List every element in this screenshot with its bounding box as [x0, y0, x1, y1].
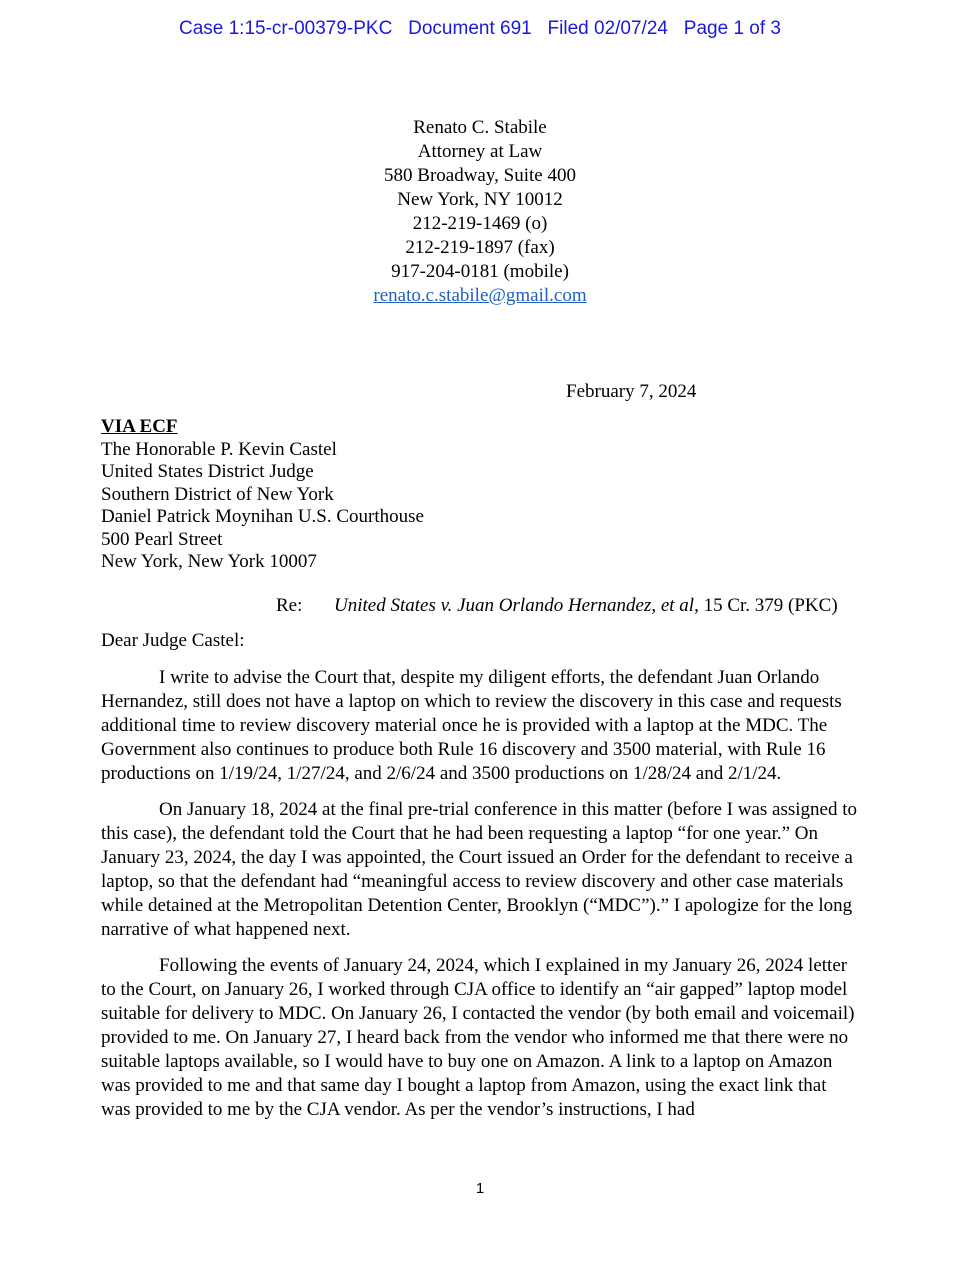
mobile-phone: 917-204-0181 (mobile): [391, 261, 569, 282]
letterhead: [0, 116, 960, 308]
salutation: Dear Judge Castel:: [101, 630, 245, 651]
fax-number: 212-219-1897 (fax): [405, 237, 555, 258]
re-line: [276, 595, 838, 617]
attorney-name: Renato C. Stabile: [413, 117, 547, 138]
re-label: Re:: [276, 595, 303, 616]
addressee-line-1: The Honorable P. Kevin Castel: [101, 438, 337, 460]
email-link[interactable]: renato.c.stabile@gmail.com: [373, 285, 587, 306]
address-line-2: New York, NY 10012: [397, 189, 563, 210]
address-line-1: 580 Broadway, Suite 400: [384, 165, 576, 186]
addressee-line-6: New York, New York 10007: [101, 551, 317, 572]
paragraph-3: Following the events of January 24, 2024, which I explained in my January 26, 2024 letter to the Court, on January 26, I worked through CJA office to identify an “air gapped” laptop model suitable for delivery to MDC. On January 26, I contacted the vendor (by both email and voicemail) provided to me. On January 27, I heard back from the vendor who informed me that there were no suitable laptops available, so I would have to buy one on Amazon. A link to a laptop on Amazon was provided to me and that same day I bought a laptop from Amazon, using the exact link that was provided to me by the CJA vendor. As per the vendor’s instructions, I had: [101, 955, 855, 1120]
addressee-line-2: United States District Judge: [101, 461, 314, 482]
delivery-method: VIA ECF: [101, 416, 178, 437]
letter-date: February 7, 2024: [566, 381, 697, 402]
addressee-block: [101, 416, 424, 574]
addressee-line-5: 500 Pearl Street: [101, 528, 223, 550]
addressee-line-4: Daniel Patrick Moynihan U.S. Courthouse: [101, 506, 424, 527]
case-name: United States v. Juan Orlando Hernandez, et al: [334, 595, 695, 616]
office-phone: 212-219-1469 (o): [412, 213, 548, 234]
ecf-filing-header: Case 1:15-cr-00379-PKC Document 691 Filed 02/07/24 Page 1 of 3: [178, 18, 782, 39]
page-number: 1: [475, 1180, 485, 1197]
attorney-title: Attorney at Law: [417, 141, 543, 162]
addressee-line-3: Southern District of New York: [101, 483, 334, 505]
paragraph-1: I write to advise the Court that, despite my diligent efforts, the defendant Juan Orlando Hernandez, still does not have a laptop on which to review the discovery in this case and requests additional time to review discovery material once he is provided with a laptop at the MDC. The Government also continues to produce both Rule 16 discovery and 3500 material, with Rule 16 productions on 1/19/24, 1/27/24, and 2/6/24 and 3500 productions on 1/28/24 and 2/1/24.: [101, 667, 842, 784]
paragraph-2: On January 18, 2024 at the final pre-trial conference in this matter (before I was assigned to this case), the defendant told the Court that he had been requesting a laptop “for one year.” On January 23, 2024, the day I was appointed, the Court issued an Order for the defendant to receive a laptop, so that the defendant had “meaningful access to review discovery and other case materials while detained at the Metropolitan Detention Center, Brooklyn (“MDC”).” I apologize for the long narrative of what happened next.: [101, 799, 857, 940]
letter-body: [101, 666, 859, 1134]
case-number: , 15 Cr. 379 (PKC): [694, 595, 838, 616]
